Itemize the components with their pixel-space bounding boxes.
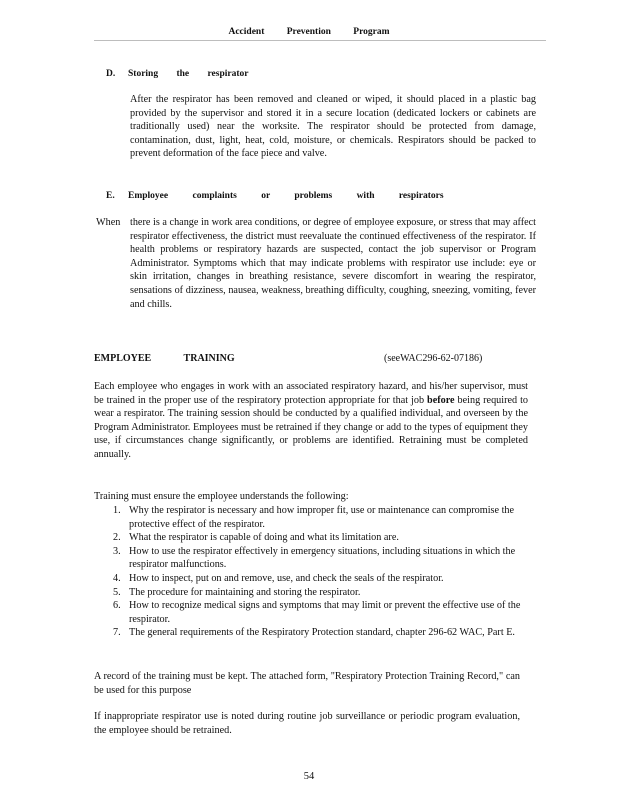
retraining-paragraph: If inappropriate respirator use is noted during routine job surveillance or periodic program evaluation, the employee should be retrained. bbox=[94, 711, 520, 736]
section-d-label: D. bbox=[106, 69, 116, 79]
section-d-body: After the respirator has been removed and cleaned or wiped, it should placed in a plastic bag provided by the supervisor and stored it in a secure location (dedicated lockers or cabinets are traditionally used) near the worksite. The respirator should be protected from damage, contamination, dust, light, heat, cold, moisture, or chemicals. Respirators should be packed to prevent deformation of the face piece and valve. bbox=[130, 94, 536, 160]
list-item: 7. The general requirements of the Respiratory Protection standard, chapter 296-62 WAC, Part E. bbox=[113, 627, 515, 639]
list-item: 1. Why the respirator is necessary and how improper fit, use or maintenance can compromise the protective effect of the respirator. bbox=[113, 505, 515, 530]
section-e-body: there is a change in work area conditions, or degree of employee exposure, or stress that may affect respirator effectiveness, the district must reevaluate the continued effectiveness of the respirator. If health problems or respiratory hazards are suspected, contact the job supervisor or Program Administrator. Symptoms which that may indicate problems with respirator use include: eye or skin irritation, changes in breathing resistance, severe discomfort in wearing the respirator, sensations of dizziness, nausea, weakness, breathing difficulty, coughing, sneezing, vomiting, fever and chills. bbox=[130, 217, 536, 310]
training-paragraph-text-1: Each employee who engages in work with an associated respiratory hazard, and his/her supervisor, must be trained in the proper use of the respiratory protection appropriate for that job bbox=[94, 381, 528, 406]
list-item: 3. How to use the respirator effectively in emergency situations, including situations in which the respirator malfunctions. bbox=[113, 545, 516, 571]
section-e-label: E. bbox=[106, 191, 115, 201]
training-list-intro: Training must ensure the employee understands the following: bbox=[94, 491, 349, 502]
section-e-heading: Employee complaints or problems with respirators bbox=[128, 191, 444, 201]
list-item: 4. How to inspect, put on and remove, use, and check the seals of the respirator. bbox=[113, 572, 444, 584]
training-title: EMPLOYEE TRAINING bbox=[94, 353, 235, 364]
page-number: 54 bbox=[303, 771, 315, 782]
page-header: Accident Prevention Program bbox=[228, 27, 390, 37]
training-paragraph-text-2: being required to wear a respirator. The training session should be conducted by a qualified individual, and overseen by the Program Administrator. Employees must be retrained if they change or add to the types of equipment they use, if circumstances change significantly, or problems are identified. Retraining must be completed annually. bbox=[94, 394, 529, 460]
training-reference: (seeWAC296-62-07186) bbox=[384, 353, 483, 364]
training-requirements-list bbox=[113, 504, 533, 640]
list-item: 5. The procedure for maintaining and storing the respirator. bbox=[113, 586, 361, 598]
training-record-paragraph: A record of the training must be kept. The attached form, "Respiratory Protection Training Record," can be used for this purpose bbox=[94, 671, 520, 696]
training-paragraph bbox=[94, 380, 528, 462]
section-e-lead: When bbox=[96, 217, 121, 228]
list-item: 6. How to recognize medical signs and symptoms that may limit or prevent the effective use of the respirator. bbox=[113, 600, 521, 625]
section-d-heading: Storing the respirator bbox=[128, 69, 249, 79]
header-rule bbox=[94, 40, 546, 41]
list-item: 2. What the respirator is capable of doing and what its limitation are. bbox=[113, 532, 399, 544]
training-paragraph-bold: before bbox=[427, 394, 455, 406]
